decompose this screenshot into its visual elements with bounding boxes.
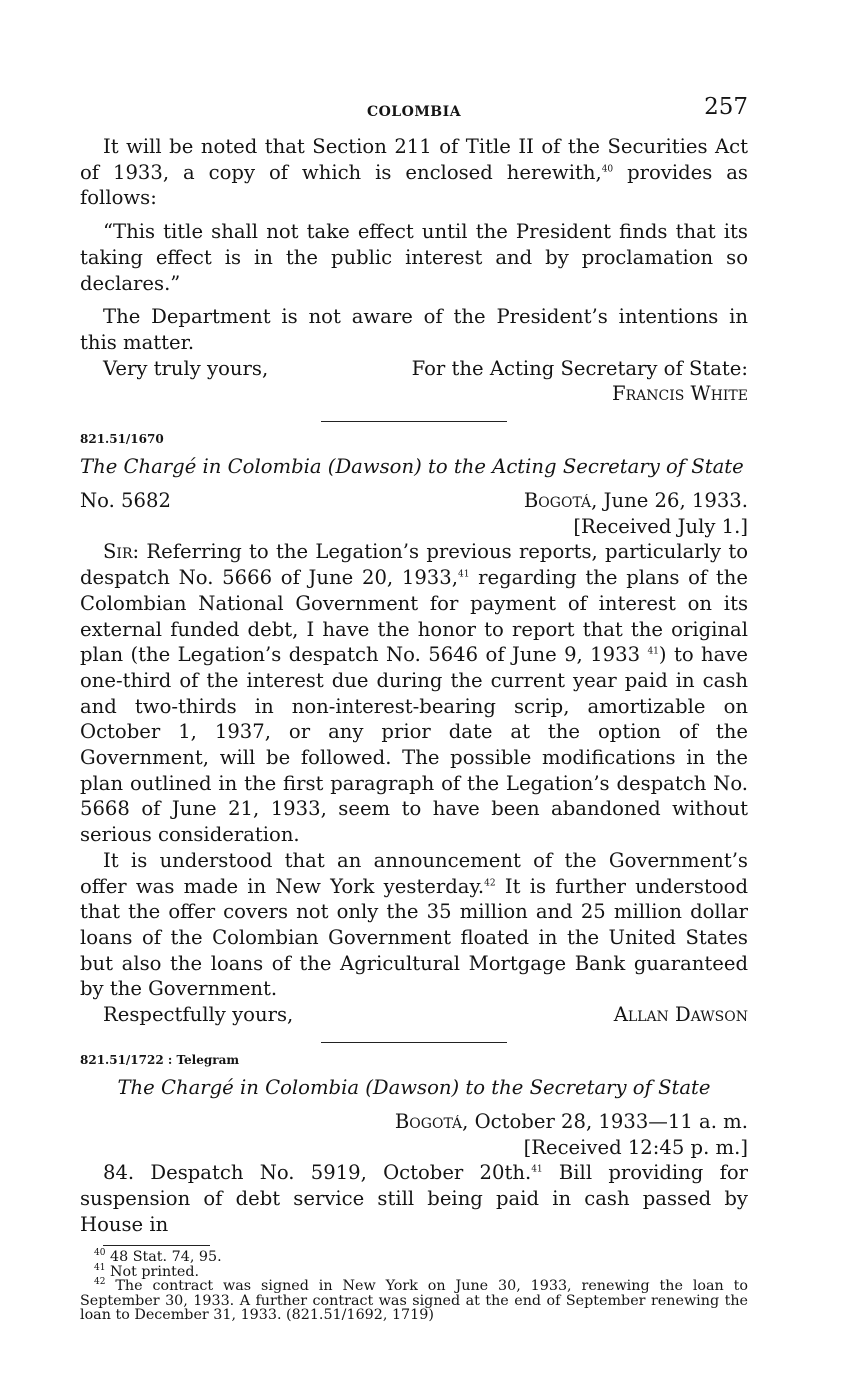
document-heading: The Chargé in Colombia (Dawson) to the Acting Secretary of State <box>80 455 744 479</box>
footnote-text: 48 Stat. 74, 95. <box>105 1249 222 1266</box>
footnote <box>80 1279 748 1323</box>
received-note: [Received July 1.] <box>573 514 748 538</box>
letter-paragraph <box>80 848 748 1002</box>
footnote-divider <box>103 1245 210 1246</box>
paragraph-text: It is understood that an announcement of the Government’s offer was made in New York yesterday. <box>80 848 748 898</box>
footnote-mark: 41 <box>94 1263 106 1274</box>
running-title: COLOMBIA <box>366 104 462 120</box>
document-page <box>80 90 748 1323</box>
paragraph-text: ) to have one-third of the interest due during the current year paid in cash and two-thirds in non-interest-bearing scrip, amortizable on October 1, 1937, or any prior date at the option of the Government, will be followed. The possible modifications in the plan outlined in the first paragraph of the Legation’s despatch No. 5668 of June 21, 1933, seem to have been abandoned without serious consideration. <box>80 643 748 847</box>
paragraph-text: 84. Despatch No. 5919, October 20th. <box>103 1161 532 1185</box>
closing-text: Very truly yours, <box>103 356 269 380</box>
footnote-ref: 40 <box>601 164 614 175</box>
footnotes <box>80 1250 748 1323</box>
dateline-row <box>80 488 748 514</box>
letter-paragraph <box>80 539 748 847</box>
footnote-ref: 41 <box>647 646 659 657</box>
despatch-number: No. 5682 <box>80 489 171 513</box>
paragraph-text: regarding the plans of the Colombian National Government for payment of interest on its external funded debt, I have the honor to report that the original plan (the Legation’s despatch No. 5646 of June 9, 1933 <box>80 566 748 667</box>
dateline-place: Bogotá <box>523 489 592 513</box>
file-number: 821.51/1670 <box>80 432 164 447</box>
paragraph-text: Referring to the Legation’s previous reports, particularly to despatch No. 5666 of June 20, 1933, <box>80 540 748 590</box>
closing-row <box>80 1002 748 1028</box>
footnote-ref: 41 <box>531 1164 543 1175</box>
telegram-paragraph <box>80 1160 748 1237</box>
signature: Allan Dawson <box>613 1003 748 1027</box>
footnote-mark: 42 <box>94 1277 106 1288</box>
footnote-ref: 42 <box>484 878 496 889</box>
letter-paragraph: The Department is not aware of the President’s intentions in this matter. <box>80 305 748 354</box>
footnote-text: Not printed. <box>105 1263 200 1280</box>
dateline-place: Bogotá <box>394 1109 463 1133</box>
paragraph-text: Bill providing for suspension of debt service still being paid in cash passed by House in <box>80 1161 749 1236</box>
footnote-ref: 41 <box>457 569 470 580</box>
footnote-text: The contract was signed in New York on June 30, 1933, renewing the loan to September 30, 1933. A further contract was signed at the end of September renewing the loan to December 31, 1933. (821.51/1692, 1719) <box>80 1278 748 1324</box>
footnote-mark: 40 <box>94 1248 106 1259</box>
page-number: 257 <box>704 94 748 120</box>
section-divider <box>321 421 507 422</box>
closing-row <box>80 356 748 382</box>
letter-paragraph <box>80 134 748 211</box>
signature: Francis White <box>612 382 748 406</box>
paragraph-text: It will be noted that Section 211 of Title II of the Securities Act of 1933, a copy of which is enclosed herewith, <box>80 135 748 184</box>
paragraph-text: It is further understood that the offer covers not only the 35 million and 25 million dollar loans of the Colombian Government floated in the United States but also the loans of the Agricultural Mortgage Bank guaranteed by the Government. <box>80 874 748 1001</box>
dateline <box>80 1109 748 1135</box>
dateline-date: , October 28, 1933—11 a. m. <box>462 1109 748 1133</box>
received-note: [Received 12:45 p. m.] <box>523 1135 748 1159</box>
paragraph-text: provides as follows: <box>80 160 748 210</box>
salutation: Sir: <box>103 540 140 564</box>
section-divider <box>321 1042 507 1043</box>
signatory-line: For the Acting Secretary of State: <box>411 356 748 380</box>
quoted-provision: “This title shall not take effect until the President finds that its taking effect is in the public interest and by proclamation so declares.” <box>80 220 748 295</box>
dateline-date: , June 26, 1933. <box>591 489 748 513</box>
dateline <box>524 488 748 514</box>
running-header <box>80 90 748 126</box>
file-number: 821.51/1722 : Telegram <box>80 1052 240 1067</box>
footnote <box>80 1250 748 1265</box>
closing-text: Respectfully yours, <box>103 1003 294 1027</box>
document-heading: The Chargé in Colombia (Dawson) to the Secretary of State <box>117 1075 711 1099</box>
